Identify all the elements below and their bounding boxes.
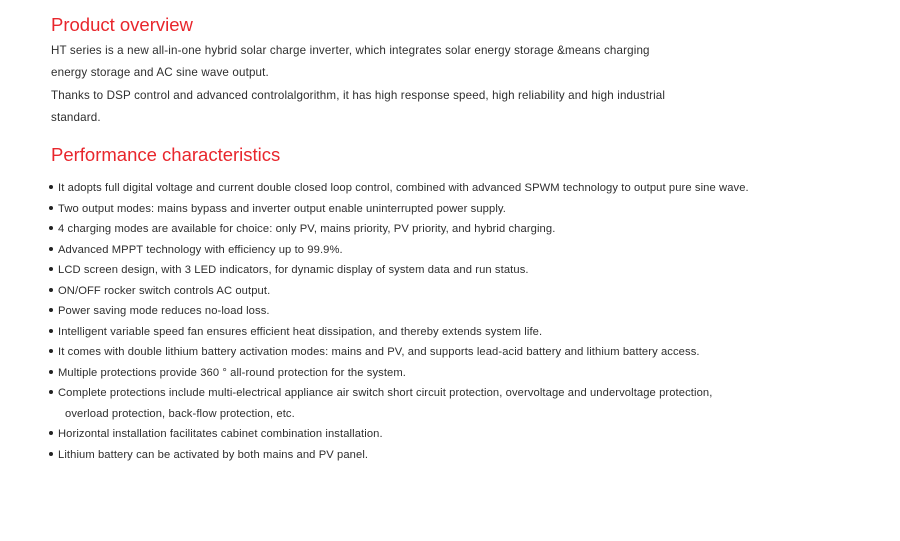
feature-text: LCD screen design, with 3 LED indicators, for dynamic display of system data and run status. — [58, 264, 529, 276]
bullet-icon — [49, 288, 53, 292]
feature-list-item — [49, 386, 712, 400]
product-overview-heading: Product overview — [51, 14, 193, 35]
feature-text: Lithium battery can be activated by both mains and PV panel. — [58, 449, 369, 461]
feature-text: Two output modes: mains bypass and inverter output enable uninterrupted power supply. — [58, 203, 506, 215]
bullet-icon — [49, 206, 53, 210]
bullet-icon — [49, 329, 53, 333]
performance-characteristics-heading: Performance characteristics — [51, 144, 281, 165]
feature-text: Horizontal installation facilitates cabinet combination installation. — [58, 428, 383, 440]
feature-list-item — [49, 263, 529, 277]
feature-list-item — [49, 448, 368, 462]
overview-line: energy storage and AC sine wave output. — [51, 66, 269, 79]
bullet-icon — [49, 370, 53, 374]
feature-list-item — [49, 366, 406, 380]
feature-list-item — [49, 284, 270, 298]
overview-line: Thanks to DSP control and advanced controlalgorithm, it has high response speed, high reliability and high industrial — [51, 89, 666, 102]
feature-text: It adopts full digital voltage and current double closed loop control, combined with advanced SPWM technology to output pure sine wave. — [58, 182, 749, 194]
feature-list-item — [49, 304, 270, 318]
feature-list-item — [49, 427, 383, 441]
feature-list-item — [49, 181, 749, 195]
bullet-icon — [49, 185, 53, 189]
bullet-icon — [49, 452, 53, 456]
overview-line: HT series is a new all-in-one hybrid solar charge inverter, which integrates solar energy storage &means charging — [51, 44, 650, 57]
overview-line: standard. — [51, 111, 101, 124]
feature-list-item — [49, 325, 542, 339]
bullet-icon — [49, 390, 53, 394]
feature-text: Complete protections include multi-electrical appliance air switch short circuit protection, overvoltage and undervoltage protection, — [58, 387, 713, 399]
feature-list-item — [49, 345, 700, 359]
feature-text: ON/OFF rocker switch controls AC output. — [58, 285, 271, 297]
bullet-icon — [49, 247, 53, 251]
feature-text: Multiple protections provide 360 ° all-round protection for the system. — [58, 367, 406, 379]
bullet-icon — [49, 267, 53, 271]
feature-list-item — [49, 202, 506, 216]
feature-text: Power saving mode reduces no-load loss. — [58, 305, 270, 317]
feature-text: Advanced MPPT technology with efficiency up to 99.9%. — [58, 244, 343, 256]
feature-list-item — [49, 243, 343, 257]
feature-text-continuation: overload protection, back-flow protection, etc. — [65, 408, 295, 420]
feature-text: It comes with double lithium battery activation modes: mains and PV, and supports lead-acid battery and lithium battery access. — [58, 346, 700, 358]
feature-text: Intelligent variable speed fan ensures efficient heat dissipation, and thereby extends system life. — [58, 326, 543, 338]
bullet-icon — [49, 431, 53, 435]
bullet-icon — [49, 308, 53, 312]
bullet-icon — [49, 349, 53, 353]
bullet-icon — [49, 226, 53, 230]
feature-list-item — [49, 222, 555, 236]
feature-text: 4 charging modes are available for choice: only PV, mains priority, PV priority, and hybrid charging. — [58, 223, 556, 235]
